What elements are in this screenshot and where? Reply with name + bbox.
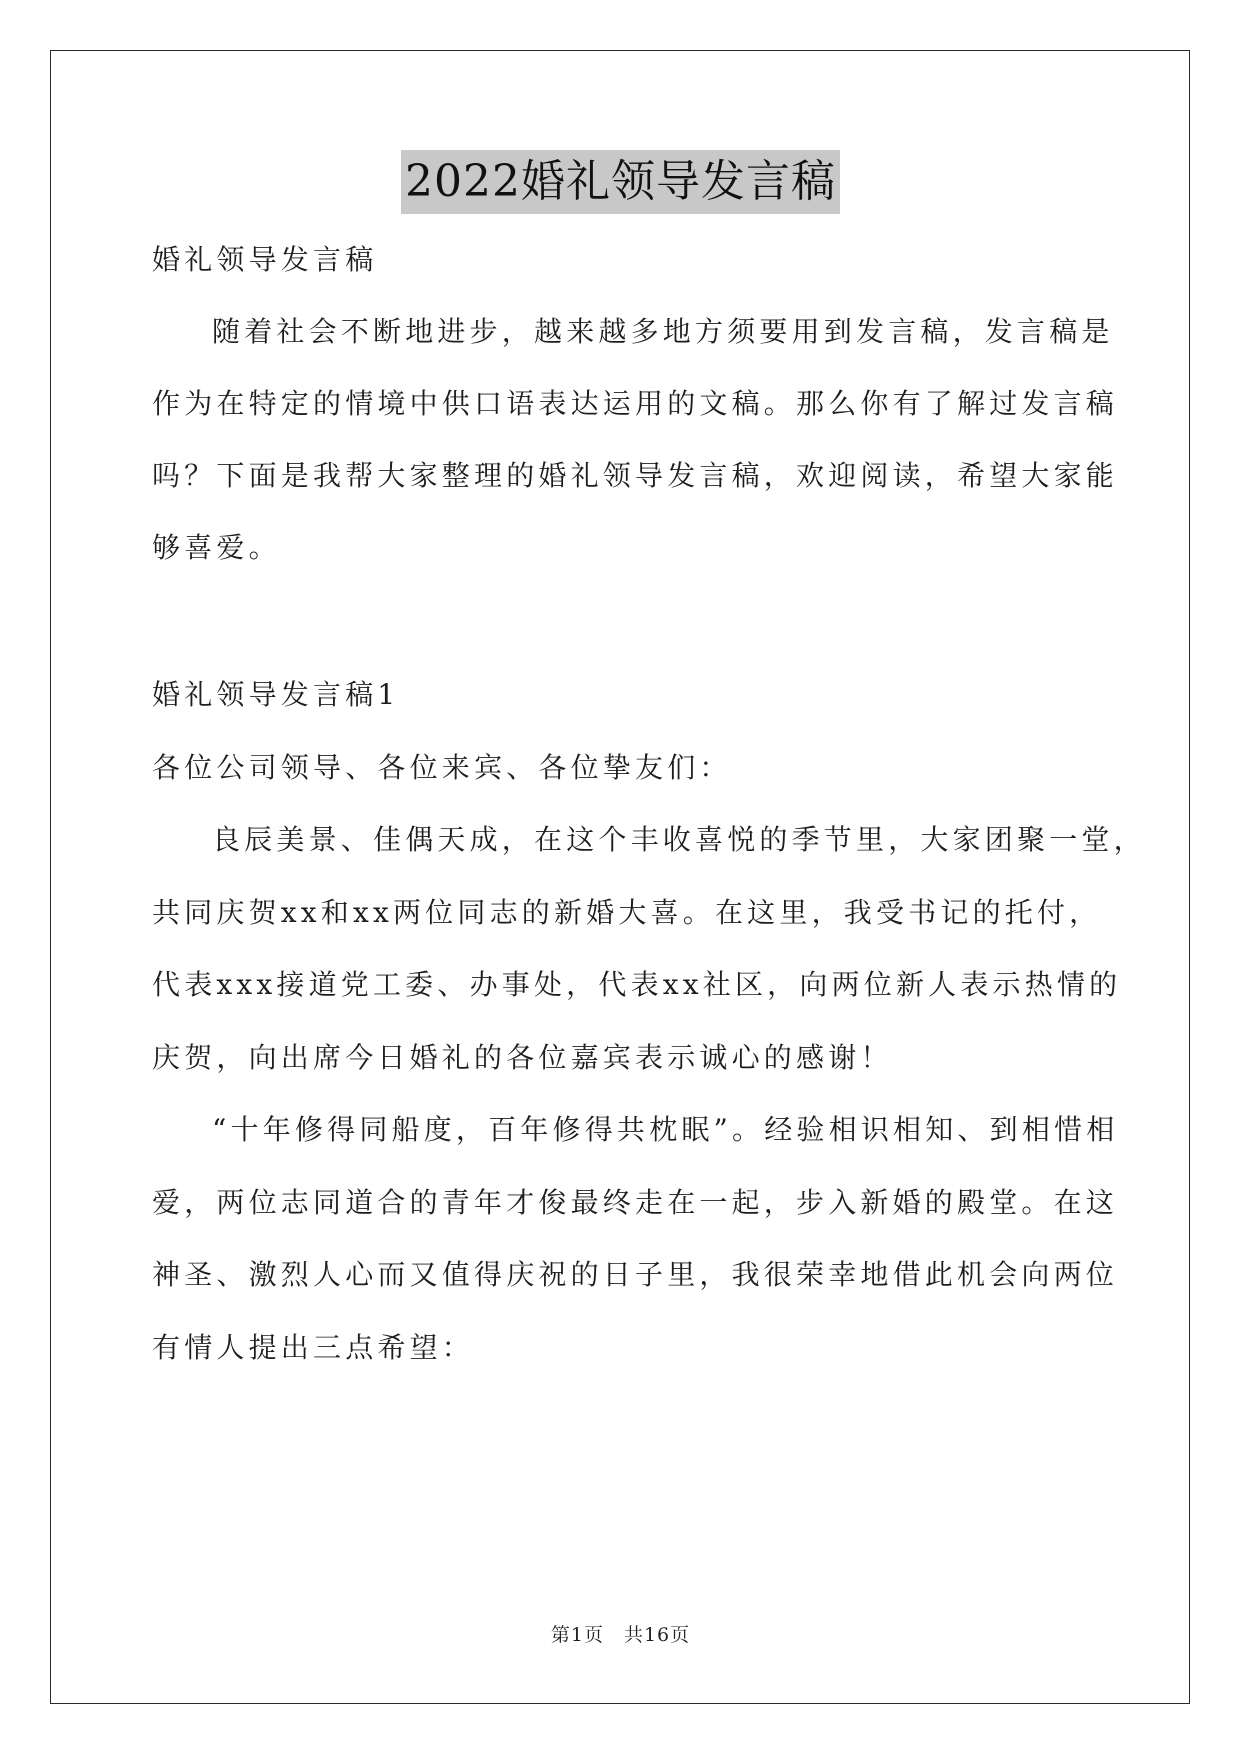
paragraph-line: 随着社会不断地进步，越来越多地方须要用到发言稿，发言稿是 bbox=[212, 315, 1114, 348]
paragraph-line: 良辰美景、佳偶天成，在这个丰收喜悦的季节里，大家团聚一堂， bbox=[212, 823, 1146, 856]
document-title: 2022婚礼领导发言稿 bbox=[401, 150, 840, 214]
paragraph-line: 作为在特定的情境中供口语表达运用的文稿。那么你有了解过发言稿 bbox=[152, 387, 1119, 420]
page-total: 共16页 bbox=[623, 1624, 691, 1646]
section-heading: 婚礼领导发言稿1 bbox=[152, 678, 400, 711]
title-container bbox=[0, 150, 1241, 214]
page-number: 第1页 bbox=[550, 1624, 604, 1646]
paragraph-line: “十年修得同船度，百年修得共枕眠”。经验相识相知、到相惜相 bbox=[212, 1113, 1119, 1146]
paragraph-line: 够喜爱。 bbox=[152, 531, 281, 564]
paragraph-line: 吗？下面是我帮大家整理的婚礼领导发言稿，欢迎阅读，希望大家能 bbox=[152, 459, 1119, 492]
paragraph-line: 有情人提出三点希望： bbox=[152, 1331, 475, 1364]
subtitle-line: 婚礼领导发言稿 bbox=[152, 243, 378, 276]
page-border bbox=[50, 50, 1190, 1704]
page-footer bbox=[0, 1620, 1241, 1647]
paragraph-line: 共同庆贺xx和xx两位同志的新婚大喜。在这里，我受书记的托付， bbox=[152, 896, 1102, 929]
salutation-line: 各位公司领导、各位来宾、各位挚友们： bbox=[152, 751, 732, 784]
paragraph-line: 爱，两位志同道合的青年才俊最终走在一起，步入新婚的殿堂。在这 bbox=[152, 1186, 1119, 1219]
paragraph-line: 代表xxx接道党工委、办事处，代表xx社区，向两位新人表示热情的 bbox=[152, 968, 1122, 1001]
paragraph-line: 庆贺，向出席今日婚礼的各位嘉宾表示诚心的感谢！ bbox=[152, 1041, 893, 1074]
paragraph-line: 神圣、激烈人心而又值得庆祝的日子里，我很荣幸地借此机会向两位 bbox=[152, 1258, 1119, 1291]
